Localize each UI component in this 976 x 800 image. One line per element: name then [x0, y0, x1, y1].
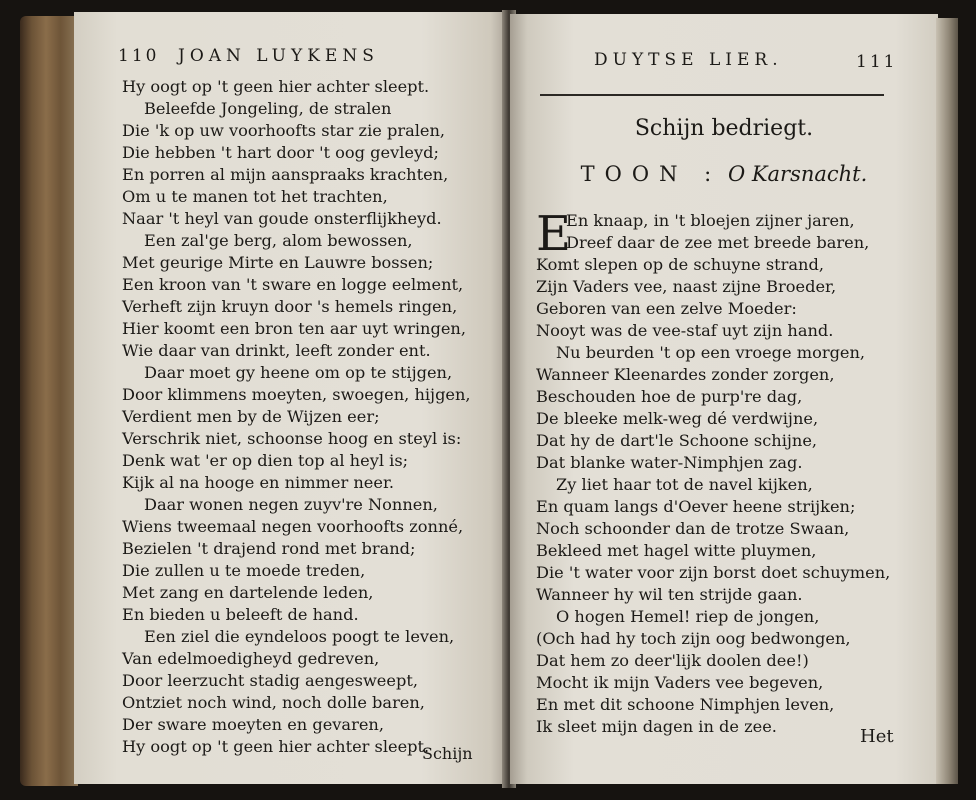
verse-line: En porren al mijn aanspraaks krachten, [122, 165, 449, 184]
verse-line: Nooyt was de vee-staf uyt zijn hand. [536, 321, 834, 340]
verse-line: Van edelmoedigheyd gedreven, [122, 649, 380, 668]
verse-line: Dat blanke water-Nimphjen zag. [536, 453, 803, 472]
verse-line: Een ziel die eyndeloos poogt te leven, [144, 627, 455, 646]
catchword-left: Schijn [422, 744, 473, 763]
verse-line: Denk wat 'er op dien top al heyl is; [122, 451, 409, 470]
verse-line: Door leerzucht stadig aengesweept, [122, 671, 418, 690]
verse-line: Dat hem zo deer'lijk doolen dee!) [536, 651, 809, 670]
verse-line: Bekleed met hagel witte pluymen, [536, 541, 817, 560]
verse-line: Die hebben 't hart door 't oog gevleyd; [122, 143, 439, 162]
running-head-right: DUYTSE LIER. [594, 50, 783, 70]
tune-name: O Karsnacht. [727, 162, 868, 186]
verse-line: Daar moet gy heene om op te stijgen, [144, 363, 453, 382]
verse-line: Zijn Vaders vee, naast zijne Broeder, [536, 277, 837, 296]
verse-line: Wanneer Kleenardes zonder zorgen, [536, 365, 835, 384]
verse-line: Ik sleet mijn dagen in de zee. [536, 717, 777, 736]
verse-line: Kijk al na hooge en nimmer neer. [122, 473, 395, 492]
header-rule [540, 94, 884, 96]
verse-line: Die 't water voor zijn borst doet schuymen, [536, 563, 891, 582]
page-number-left: 110 [118, 46, 160, 66]
verse-line: Wiens tweemaal negen voorhoofts zonné, [122, 517, 464, 536]
verse-line: En bieden u beleeft de hand. [122, 605, 359, 624]
verse-line: (Och had hy toch zijn oog bedwongen, [536, 629, 851, 648]
verse-line: Beschouden hoe de purp're dag, [536, 387, 803, 406]
verse-line: Hier koomt een bron ten aar uyt wringen, [122, 319, 466, 338]
right-page [510, 14, 938, 784]
verse-line: Om u te manen tot het trachten, [122, 187, 388, 206]
poem-title: Schijn bedriegt. [634, 116, 814, 141]
catchword-right: Het [860, 726, 894, 747]
verse-line: Ontziet noch wind, noch dolle baren, [122, 693, 425, 712]
verse-line: Verschrik niet, schoonse hoog en steyl is: [122, 429, 462, 448]
verse-line: Met geurige Mirte en Lauwre bossen; [122, 253, 434, 272]
verse-line: Komt slepen op de schuyne strand, [536, 255, 824, 274]
page-number-right: 111 [856, 52, 898, 72]
verse-line: En met dit schoone Nimphjen leven, [536, 695, 835, 714]
verse-line: O hogen Hemel! riep de jongen, [556, 607, 820, 626]
verse-line: Noch schoonder dan de trotze Swaan, [536, 519, 850, 538]
left-page [74, 12, 508, 784]
verse-line: De bleeke melk-weg dé verdwijne, [536, 409, 819, 428]
verse-line: Mocht ik mijn Vaders vee begeven, [536, 673, 824, 692]
verse-line: Beleefde Jongeling, de stralen [144, 99, 392, 118]
verse-line: Daar wonen negen zuyv're Nonnen, [144, 495, 438, 514]
verse-line: Zy liet haar tot de navel kijken, [556, 475, 813, 494]
verse-line: Hy oogt op 't geen hier achter sleept. [122, 737, 430, 756]
tune-label: TOON : [580, 162, 722, 186]
verse-line: Door klimmens moeyten, swoegen, hijgen, [122, 385, 471, 404]
verse-line: Verheft zijn kruyn door 's hemels ringen, [122, 297, 458, 316]
verse-line: Nu beurden 't op een vroege morgen, [556, 343, 866, 362]
drop-cap: E [536, 206, 572, 262]
verse-line: Hy oogt op 't geen hier achter sleept. [122, 77, 430, 96]
verse-line: Die 'k op uw voorhoofts star zie pralen, [122, 121, 446, 140]
book-edge-right [936, 18, 958, 784]
running-head-left: JOAN LUYKENS [178, 46, 379, 66]
verse-line: Dat hy de dart'le Schoone schijne, [536, 431, 818, 450]
verse-line: Een zal'ge berg, alom bewossen, [144, 231, 413, 250]
verse-line: En quam langs d'Oever heene strijken; [536, 497, 856, 516]
verse-line: Met zang en dartelende leden, [122, 583, 374, 602]
verse-line: Bezielen 't drajend rond met brand; [122, 539, 416, 558]
verse-line: Wanneer hy wil ten strijde gaan. [536, 585, 803, 604]
verse-line: Naar 't heyl van goude onsterflijkheyd. [122, 209, 442, 228]
verse-line: En knaap, in 't bloejen zijner jaren, [566, 211, 855, 230]
verse-line: Wie daar van drinkt, leeft zonder ent. [122, 341, 431, 360]
verse-line: Een kroon van 't sware en logge eelment, [122, 275, 464, 294]
verse-line: Dreef daar de zee met breede baren, [566, 233, 870, 252]
verse-line: Verdient men by de Wijzen eer; [122, 407, 380, 426]
verse-line: Geboren van een zelve Moeder: [536, 299, 797, 318]
book-edge-left [20, 16, 78, 786]
verse-line: Die zullen u te moede treden, [122, 561, 366, 580]
verse-line: Der sware moeyten en gevaren, [122, 715, 384, 734]
tune-line [510, 162, 938, 186]
